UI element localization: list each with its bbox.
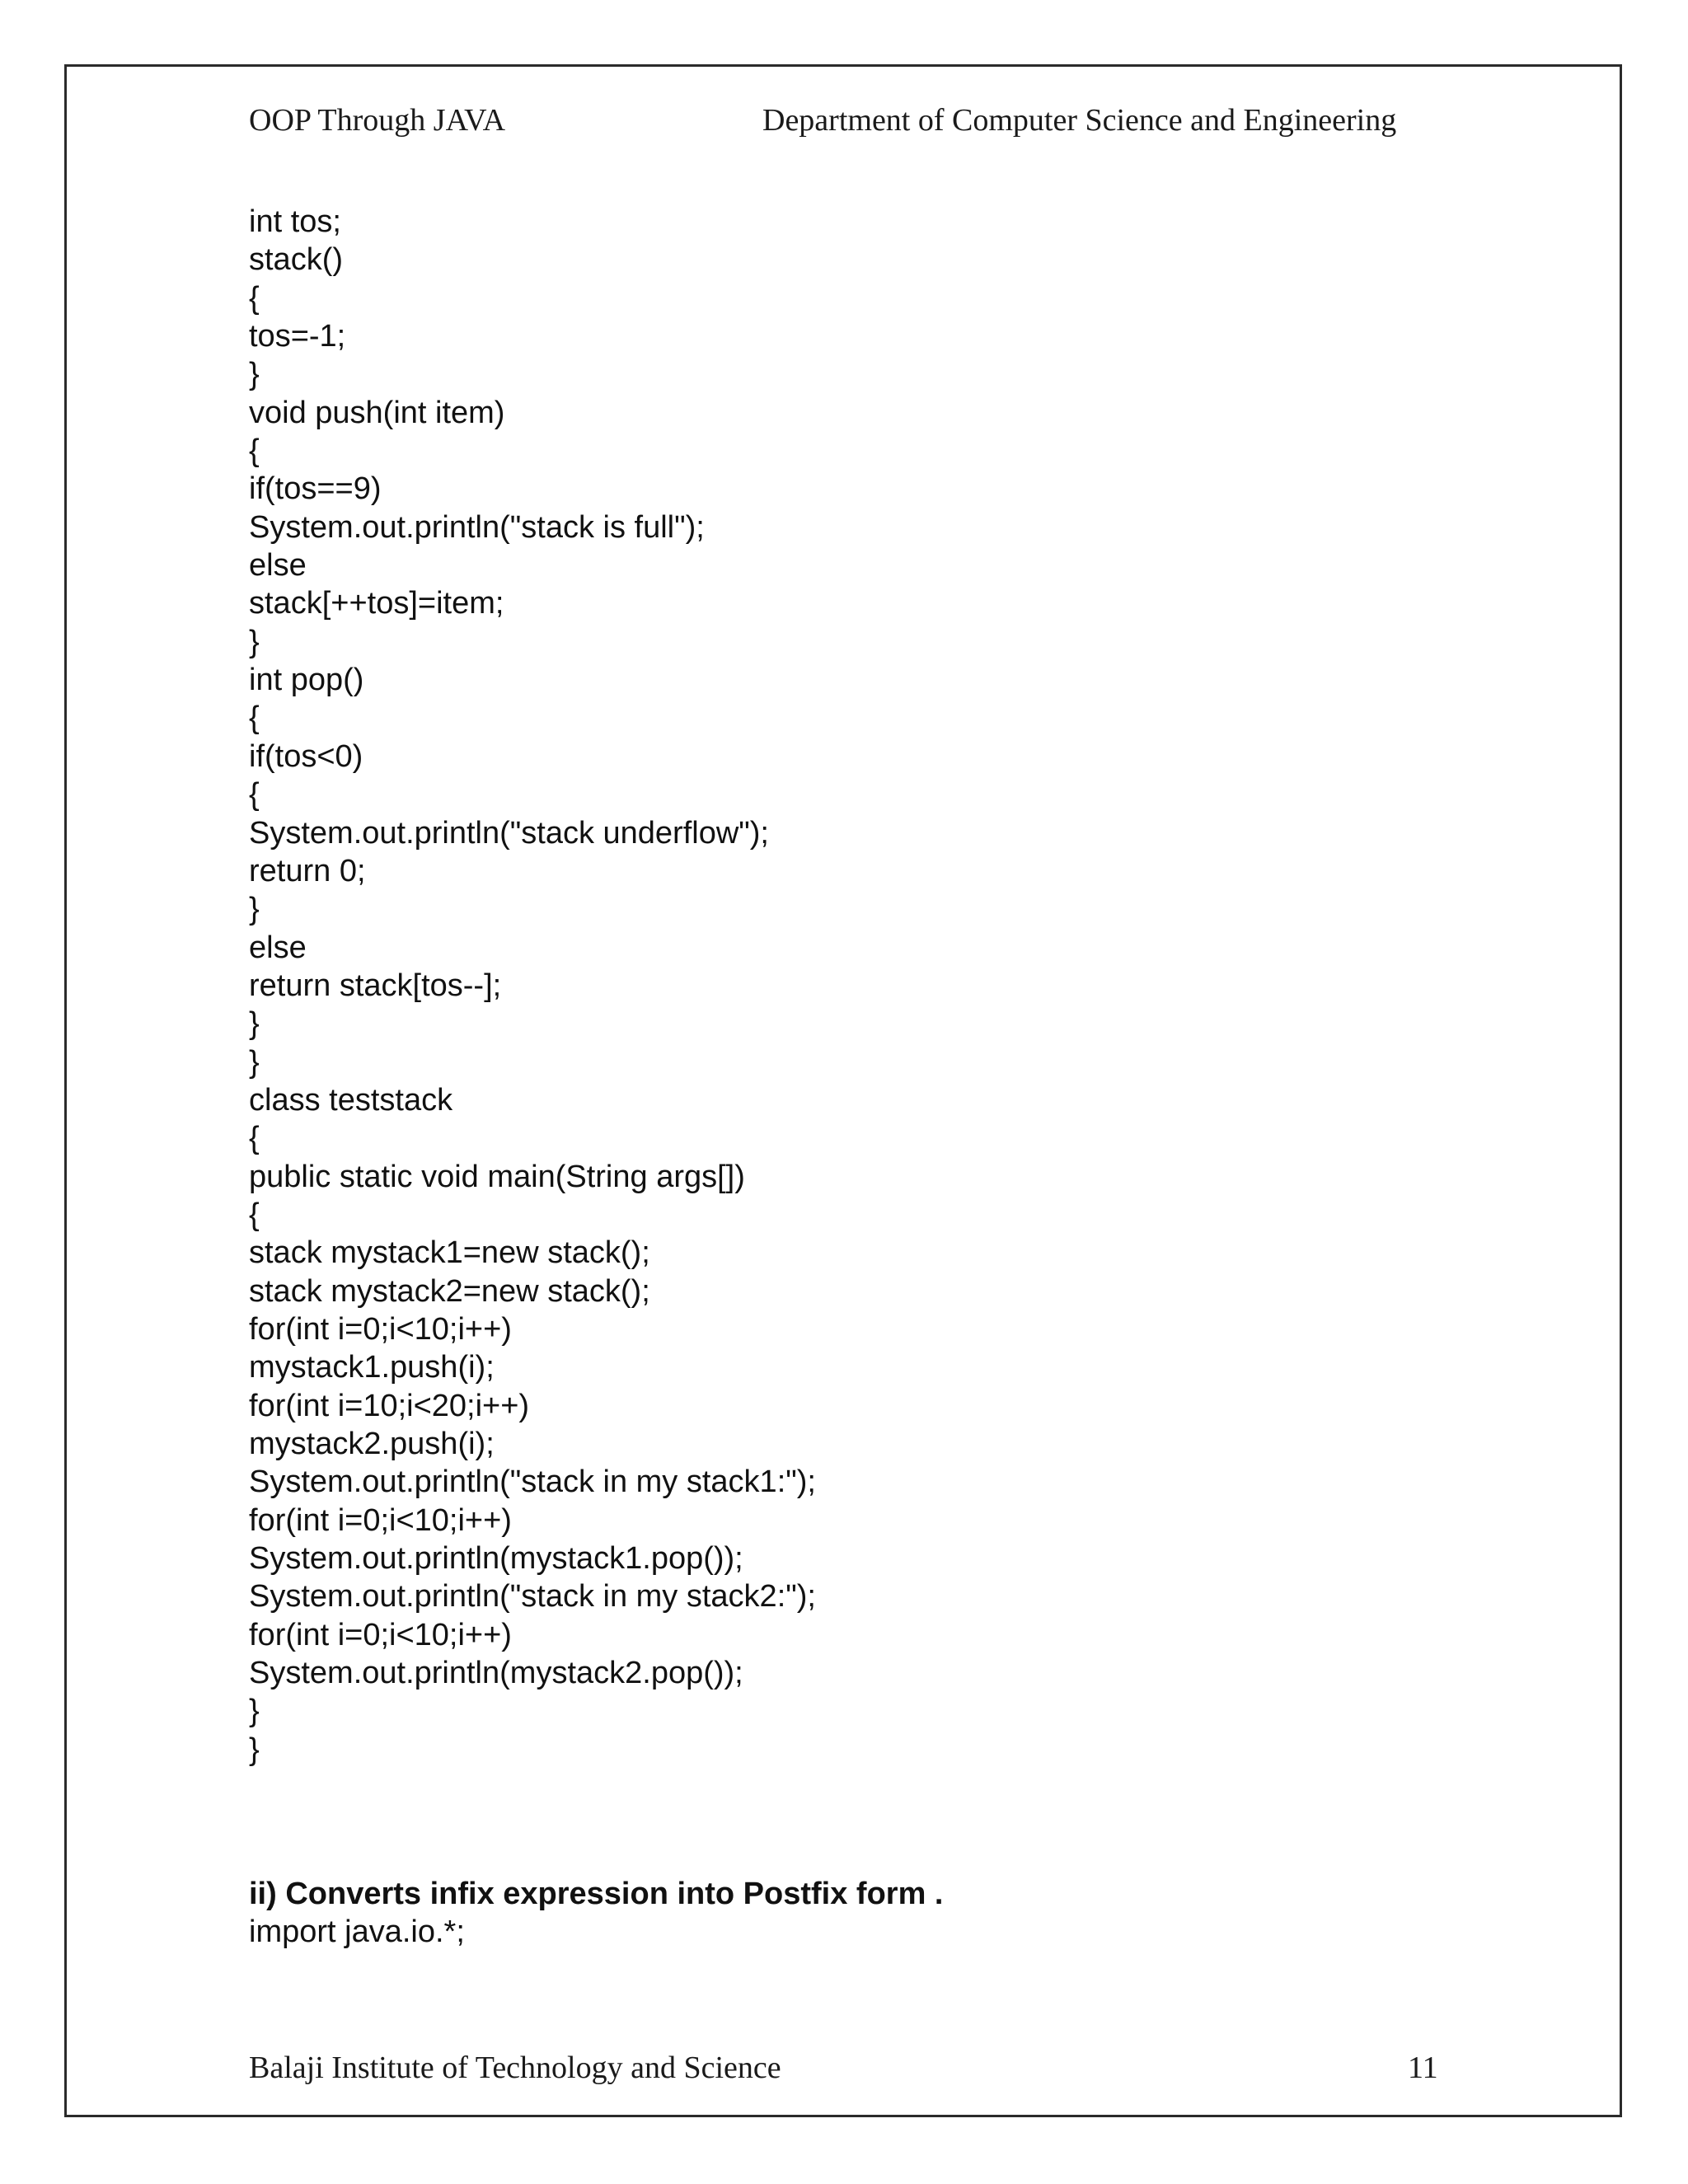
code-line: { [249, 777, 260, 813]
code-listing [249, 203, 816, 1769]
code-line: else [249, 548, 307, 583]
code-line: if(tos==9) [249, 471, 382, 507]
code-line: { [249, 434, 260, 469]
header-course-title: OOP Through JAVA [249, 103, 506, 138]
code-line: System.out.println("stack in my stack1:"); [249, 1465, 816, 1500]
code-line: void push(int item) [249, 395, 505, 430]
code-line: { [249, 1121, 260, 1156]
code-line: System.out.println("stack underflow"); [249, 815, 769, 851]
code-line: { [249, 1197, 260, 1232]
code-line: public static void main(String args[]) [249, 1159, 745, 1194]
section-heading: ii) Converts infix expression into Postfix form . [249, 1877, 944, 1911]
code-line: System.out.println(mystack2.pop()); [249, 1656, 743, 1691]
code-line: stack() [249, 242, 343, 278]
code-line: } [249, 357, 260, 392]
code-line: System.out.println("stack in my stack2:"); [249, 1579, 816, 1615]
code-line: for(int i=0;i<10;i++) [249, 1617, 512, 1652]
code-line: int tos; [249, 204, 341, 239]
code-line: for(int i=0;i<10;i++) [249, 1311, 512, 1347]
code-line: for(int i=0;i<10;i++) [249, 1502, 512, 1538]
code-line: } [249, 1006, 260, 1042]
code-line: } [249, 1694, 260, 1729]
code-line: System.out.println(mystack1.pop()); [249, 1541, 743, 1577]
code-line: for(int i=10;i<20;i++) [249, 1388, 530, 1423]
code-line: stack mystack2=new stack(); [249, 1273, 650, 1309]
code-line: int pop() [249, 663, 364, 698]
page-number: 11 [1408, 2050, 1438, 2085]
code-line: } [249, 892, 260, 927]
code-line: else [249, 930, 307, 965]
code-line: tos=-1; [249, 319, 346, 354]
code-line: } [249, 1044, 260, 1080]
code-line: return stack[tos--]; [249, 968, 502, 1003]
header-department: Department of Computer Science and Engineering [762, 103, 1397, 138]
code-line: stack mystack1=new stack(); [249, 1235, 650, 1271]
code-line: } [249, 624, 260, 659]
code-line: { [249, 701, 260, 736]
code-line: mystack1.push(i); [249, 1350, 495, 1385]
section-code-line: import java.io.*; [249, 1915, 465, 1949]
code-line: System.out.println("stack is full"); [249, 509, 705, 545]
footer-institute: Balaji Institute of Technology and Science [249, 2050, 781, 2085]
code-line: if(tos<0) [249, 738, 363, 774]
code-line: } [249, 1732, 260, 1767]
code-line: return 0; [249, 853, 366, 888]
code-line: class teststack [249, 1082, 453, 1118]
code-line: stack[++tos]=item; [249, 586, 504, 621]
code-line: { [249, 280, 260, 316]
code-line: mystack2.push(i); [249, 1427, 495, 1461]
